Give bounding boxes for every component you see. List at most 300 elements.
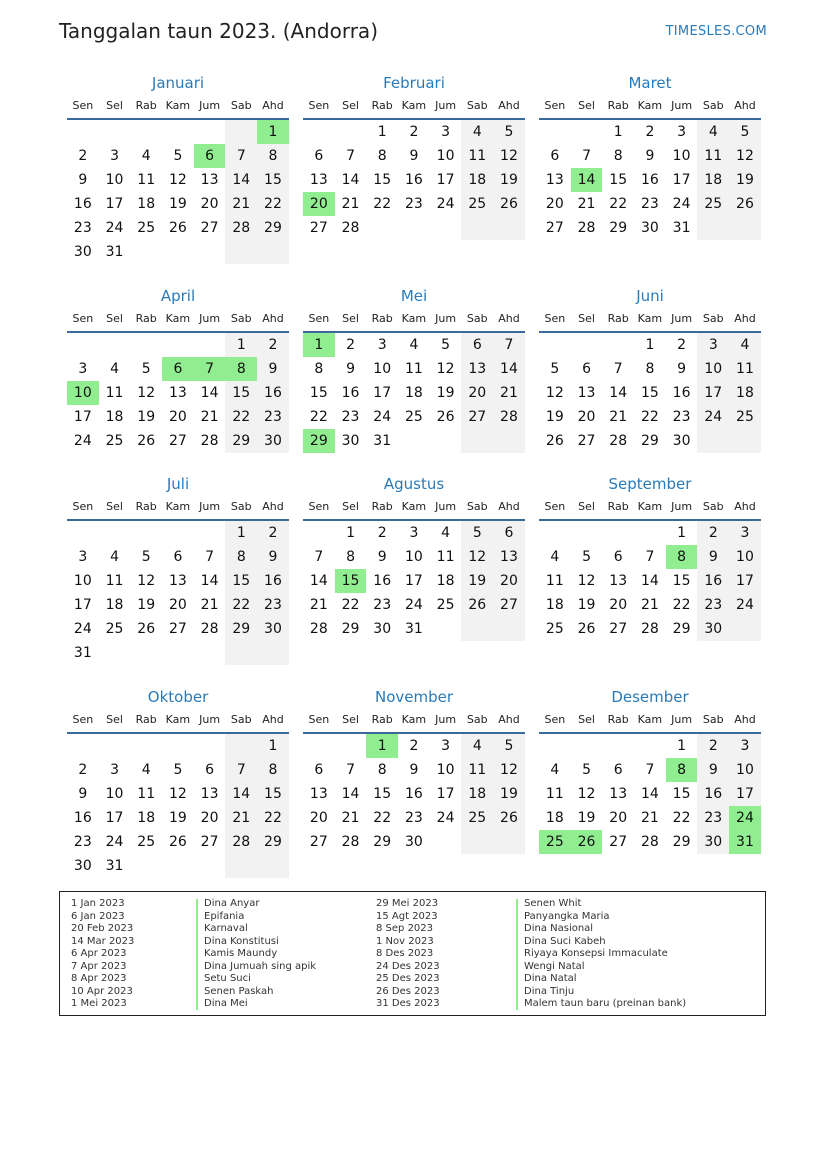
day-cell: 19 [577,597,596,613]
day-cell: 14 [309,573,328,589]
empty-cell [539,333,571,357]
day-cell: 22 [257,806,289,830]
day-cell: 23 [697,806,729,830]
day-cell: 6 [205,762,215,778]
day-cell: 15 [672,573,691,589]
day-cell: 14 [341,786,360,802]
day-cell: 15 [672,786,691,802]
weekday-label: Sen [72,99,94,112]
weekday-label: Sel [342,312,359,325]
day-cell: 30 [373,621,392,637]
day-cell: 22 [257,192,289,216]
day-cell: 13 [545,172,564,188]
day-cell: 28 [341,834,360,850]
day-cell: 18 [137,196,156,212]
weekday-header [303,495,525,521]
weekday-label: Ahd [262,312,284,325]
weekday-label: Sel [106,500,123,513]
day-cell: 11 [697,144,729,168]
empty-cell [729,617,761,641]
day-cell: 7 [346,148,355,164]
day-cell: 22 [225,593,257,617]
empty-cell [729,216,761,240]
weekday-label: Sab [466,500,488,513]
weekday-header [539,307,761,333]
holiday-name: Dina Suci Kabeh [524,935,606,947]
month-name: Juni [636,287,664,305]
weekday-label: Sab [230,500,252,513]
day-cell: 12 [168,172,187,188]
day-cell: 22 [672,810,691,826]
weekday-header [303,708,525,734]
day-cell: 12 [137,385,156,401]
empty-cell [99,120,131,144]
day-cell: 31 [373,433,392,449]
day-cell: 4 [409,337,419,353]
day-cell: 29 [257,830,289,854]
day-cell: 27 [168,433,187,449]
empty-cell [130,120,162,144]
weekday-label: Ahd [498,713,520,726]
holiday-name: Senen Paskah [204,985,274,997]
holiday-dates-col-2 [376,898,440,1011]
day-cell: 12 [461,545,493,569]
empty-cell [130,521,162,545]
day-cell: 15 [640,385,659,401]
day-cell: 2 [257,521,289,545]
day-cell: 23 [640,196,659,212]
day-cell: 10 [373,361,392,377]
day-cell: 6 [582,361,591,377]
day-cell: 17 [729,569,761,593]
day-cell: 30 [404,834,423,850]
day-cell: 7 [225,758,257,782]
empty-cell [130,734,162,758]
month-name: Mei [400,287,428,305]
day-cell: 16 [341,385,360,401]
day-cell: 18 [697,168,729,192]
holiday-date: 15 Agt 2023 [376,910,438,922]
holiday-name: Dina Jumuah sing apik [204,960,317,972]
day-grid [539,734,761,854]
day-cell: 13 [461,357,493,381]
day-cell: 28 [341,220,360,236]
day-cell: 22 [373,810,392,826]
empty-cell [430,216,462,240]
brand-link[interactable]: TIMESLES.COM [665,24,767,39]
holiday-day: 1 [303,333,335,357]
weekday-label: Sab [466,713,488,726]
empty-cell [194,240,226,264]
day-cell: 25 [461,192,493,216]
day-cell: 14 [640,786,659,802]
day-cell: 1 [225,521,257,545]
empty-cell [461,830,493,854]
weekday-label: Sab [702,500,724,513]
day-cell: 4 [441,525,451,541]
month-name: September [608,475,692,493]
day-cell: 13 [493,545,525,569]
day-cell: 17 [436,172,455,188]
weekday-label: Jum [671,312,693,325]
weekday-header [67,307,289,333]
day-cell: 6 [613,549,623,565]
holiday-name: Panyangka Maria [524,910,610,922]
day-cell: 11 [137,172,156,188]
day-cell: 1 [645,337,655,353]
day-cell: 10 [729,758,761,782]
empty-cell [257,641,289,665]
holiday-name: Karnaval [204,923,248,934]
day-grid [303,120,525,240]
month-name: Januari [151,74,205,92]
weekday-label: Sab [230,99,252,112]
day-cell: 16 [257,381,289,405]
day-cell: 5 [729,120,761,144]
empty-cell [493,216,525,240]
day-cell: 11 [729,357,761,381]
day-cell: 8 [257,144,289,168]
weekday-label: Ahd [262,713,284,726]
weekday-label: Kam [637,500,663,513]
month-name: April [160,287,196,305]
day-cell: 1 [677,738,687,754]
day-cell: 24 [672,196,691,212]
weekday-label: Kam [637,312,663,325]
weekday-label: Ahd [498,500,520,513]
holiday-day: 7 [194,357,226,381]
weekday-label: Jum [199,312,221,325]
day-cell: 26 [461,593,493,617]
holiday-name: Wengi Natal [524,960,585,972]
weekday-label: Rab [371,312,393,325]
weekday-label: Jum [671,99,693,112]
weekday-label: Kam [401,713,427,726]
day-cell: 5 [173,762,183,778]
day-cell: 28 [640,834,659,850]
day-cell: 28 [577,220,596,236]
month-februari [303,72,525,240]
weekday-header [539,94,761,120]
day-cell: 5 [441,337,451,353]
day-cell: 2 [409,124,419,140]
day-cell: 15 [257,168,289,192]
day-cell: 26 [168,220,187,236]
day-cell: 26 [436,409,455,425]
day-cell: 26 [545,433,564,449]
day-cell: 9 [78,786,88,802]
empty-cell [461,617,493,641]
month-name: Juli [166,475,190,493]
day-cell: 20 [577,409,596,425]
day-cell: 24 [436,196,455,212]
day-cell: 23 [257,593,289,617]
day-cell: 26 [577,621,596,637]
day-cell: 3 [729,734,761,758]
day-cell: 31 [105,244,124,260]
holiday-date: 1 Jan 2023 [71,898,125,909]
day-cell: 2 [677,337,687,353]
holiday-legend [59,891,766,1016]
weekday-label: Ahd [734,312,756,325]
day-cell: 29 [225,617,257,641]
day-cell: 11 [436,549,455,565]
day-cell: 27 [200,834,219,850]
weekday-label: Ahd [734,99,756,112]
weekday-label: Sab [702,99,724,112]
day-cell: 31 [105,858,124,874]
day-cell: 24 [404,597,423,613]
day-cell: 1 [377,124,387,140]
holiday-name: Kamis Maundy [204,948,278,959]
empty-cell [634,734,666,758]
day-cell: 15 [225,569,257,593]
day-cell: 9 [697,758,729,782]
day-cell: 19 [545,409,564,425]
day-grid [303,333,525,453]
day-cell: 21 [577,196,596,212]
day-cell: 3 [78,361,88,377]
day-cell: 18 [105,409,124,425]
weekday-header [67,708,289,734]
day-cell: 9 [677,361,687,377]
holiday-day: 6 [162,357,194,381]
day-cell: 23 [672,409,691,425]
empty-cell [99,333,131,357]
month-april [67,285,289,453]
empty-cell [634,521,666,545]
weekday-label: Rab [371,500,393,513]
month-mei [303,285,525,453]
weekday-label: Rab [135,713,157,726]
day-cell: 19 [461,569,493,593]
empty-cell [335,734,367,758]
day-cell: 19 [493,782,525,806]
day-cell: 6 [314,148,324,164]
day-cell: 20 [493,569,525,593]
day-cell: 6 [493,521,525,545]
day-cell: 2 [78,762,88,778]
day-cell: 30 [672,433,691,449]
day-cell: 4 [461,120,493,144]
weekday-header [539,708,761,734]
day-cell: 12 [493,144,525,168]
day-cell: 18 [436,573,455,589]
day-cell: 23 [373,597,392,613]
empty-cell [571,333,603,357]
day-cell: 10 [105,172,124,188]
day-cell: 23 [404,196,423,212]
holiday-day: 25 [539,830,571,854]
day-cell: 13 [168,385,187,401]
empty-cell [225,854,257,878]
empty-cell [225,120,257,144]
day-cell: 6 [173,549,183,565]
empty-cell [194,521,226,545]
empty-cell [67,521,99,545]
weekday-label: Jum [199,99,221,112]
day-cell: 13 [309,172,328,188]
weekday-label: Rab [607,99,629,112]
day-cell: 26 [137,433,156,449]
weekday-label: Sab [466,99,488,112]
holiday-name: Dina Tinju [524,985,575,997]
day-cell: 10 [672,148,691,164]
day-cell: 21 [640,597,659,613]
day-cell: 17 [73,597,92,613]
day-cell: 28 [609,433,628,449]
empty-cell [430,617,462,641]
holiday-name: Dina Nasional [524,923,594,934]
day-cell: 10 [436,762,455,778]
holiday-name: Senen Whit [524,898,582,909]
weekday-label: Sab [466,312,488,325]
day-cell: 13 [577,385,596,401]
day-grid [67,333,289,453]
day-cell: 3 [78,549,88,565]
day-cell: 20 [461,381,493,405]
holiday-date: 8 Sep 2023 [376,923,434,934]
day-cell: 4 [461,734,493,758]
month-agustus [303,473,525,641]
month-name: Maret [628,74,672,92]
day-cell: 24 [373,409,392,425]
day-cell: 8 [613,148,623,164]
day-cell: 8 [346,549,355,565]
day-cell: 28 [493,405,525,429]
weekday-label: Rab [607,312,629,325]
day-cell: 19 [577,810,596,826]
day-cell: 30 [697,617,729,641]
weekday-label: Kam [401,500,427,513]
day-cell: 24 [73,433,92,449]
weekday-label: Kam [165,500,191,513]
day-cell: 26 [137,621,156,637]
holiday-name: Dina Natal [524,973,577,984]
day-cell: 21 [341,810,360,826]
holiday-day: 24 [729,806,761,830]
day-cell: 7 [645,549,655,565]
day-cell: 27 [493,593,525,617]
day-cell: 23 [257,405,289,429]
weekday-label: Sen [544,99,566,112]
day-cell: 12 [168,786,187,802]
day-cell: 25 [105,433,124,449]
weekday-label: Sen [308,713,330,726]
day-cell: 2 [78,148,88,164]
empty-cell [335,120,367,144]
day-cell: 20 [168,597,187,613]
weekday-label: Rab [607,713,629,726]
empty-cell [99,641,131,665]
day-cell: 23 [73,220,92,236]
day-cell: 19 [436,385,455,401]
empty-cell [99,521,131,545]
day-cell: 3 [697,333,729,357]
day-cell: 10 [697,357,729,381]
day-cell: 5 [173,148,183,164]
holiday-date: 6 Jan 2023 [71,910,125,922]
day-cell: 27 [309,220,328,236]
day-cell: 1 [613,124,623,140]
day-cell: 5 [550,361,560,377]
day-cell: 18 [105,597,124,613]
empty-cell [461,216,493,240]
empty-cell [366,216,398,240]
holiday-name: Dina Mei [204,998,248,1009]
day-cell: 17 [373,385,392,401]
day-cell: 25 [137,220,156,236]
day-cell: 15 [309,385,328,401]
empty-cell [602,333,634,357]
empty-cell [398,429,430,453]
day-cell: 4 [110,361,119,377]
day-cell: 25 [105,621,124,637]
weekday-label: Jum [671,500,693,513]
weekday-label: Sen [72,312,94,325]
weekday-label: Jum [671,713,693,726]
day-cell: 7 [346,762,355,778]
weekday-label: Sab [230,713,252,726]
weekday-label: Sel [578,500,595,513]
holiday-day: 15 [335,569,367,593]
day-cell: 12 [493,758,525,782]
day-cell: 18 [137,810,156,826]
empty-cell [493,830,525,854]
empty-cell [430,830,462,854]
holiday-day: 1 [366,734,398,758]
day-cell: 22 [609,196,628,212]
holiday-day: 20 [303,192,335,216]
weekday-label: Sel [342,99,359,112]
day-cell: 5 [493,734,525,758]
day-cell: 1 [677,525,687,541]
day-cell: 17 [105,196,124,212]
weekday-label: Sen [72,500,94,513]
empty-cell [571,521,603,545]
weekday-label: Jum [435,713,457,726]
empty-cell [194,120,226,144]
day-cell: 24 [105,834,124,850]
weekday-label: Sen [308,312,330,325]
day-cell: 19 [137,597,156,613]
day-cell: 1 [225,333,257,357]
day-cell: 17 [436,786,455,802]
day-cell: 27 [545,220,564,236]
day-cell: 7 [582,148,591,164]
day-cell: 16 [404,172,423,188]
day-cell: 8 [314,361,324,377]
month-juli [67,473,289,665]
day-cell: 19 [729,168,761,192]
weekday-label: Kam [401,312,427,325]
day-cell: 22 [672,597,691,613]
day-cell: 14 [225,168,257,192]
empty-cell [602,734,634,758]
day-cell: 16 [73,810,92,826]
day-cell: 7 [613,361,623,377]
day-cell: 11 [461,144,493,168]
day-cell: 28 [309,621,328,637]
day-cell: 10 [436,148,455,164]
day-cell: 14 [493,357,525,381]
day-grid [67,521,289,665]
weekday-label: Kam [637,99,663,112]
holiday-name: Riyaya Konsepsi Immaculate [524,948,668,959]
day-cell: 19 [168,810,187,826]
day-cell: 6 [314,762,324,778]
day-cell: 11 [105,385,124,401]
